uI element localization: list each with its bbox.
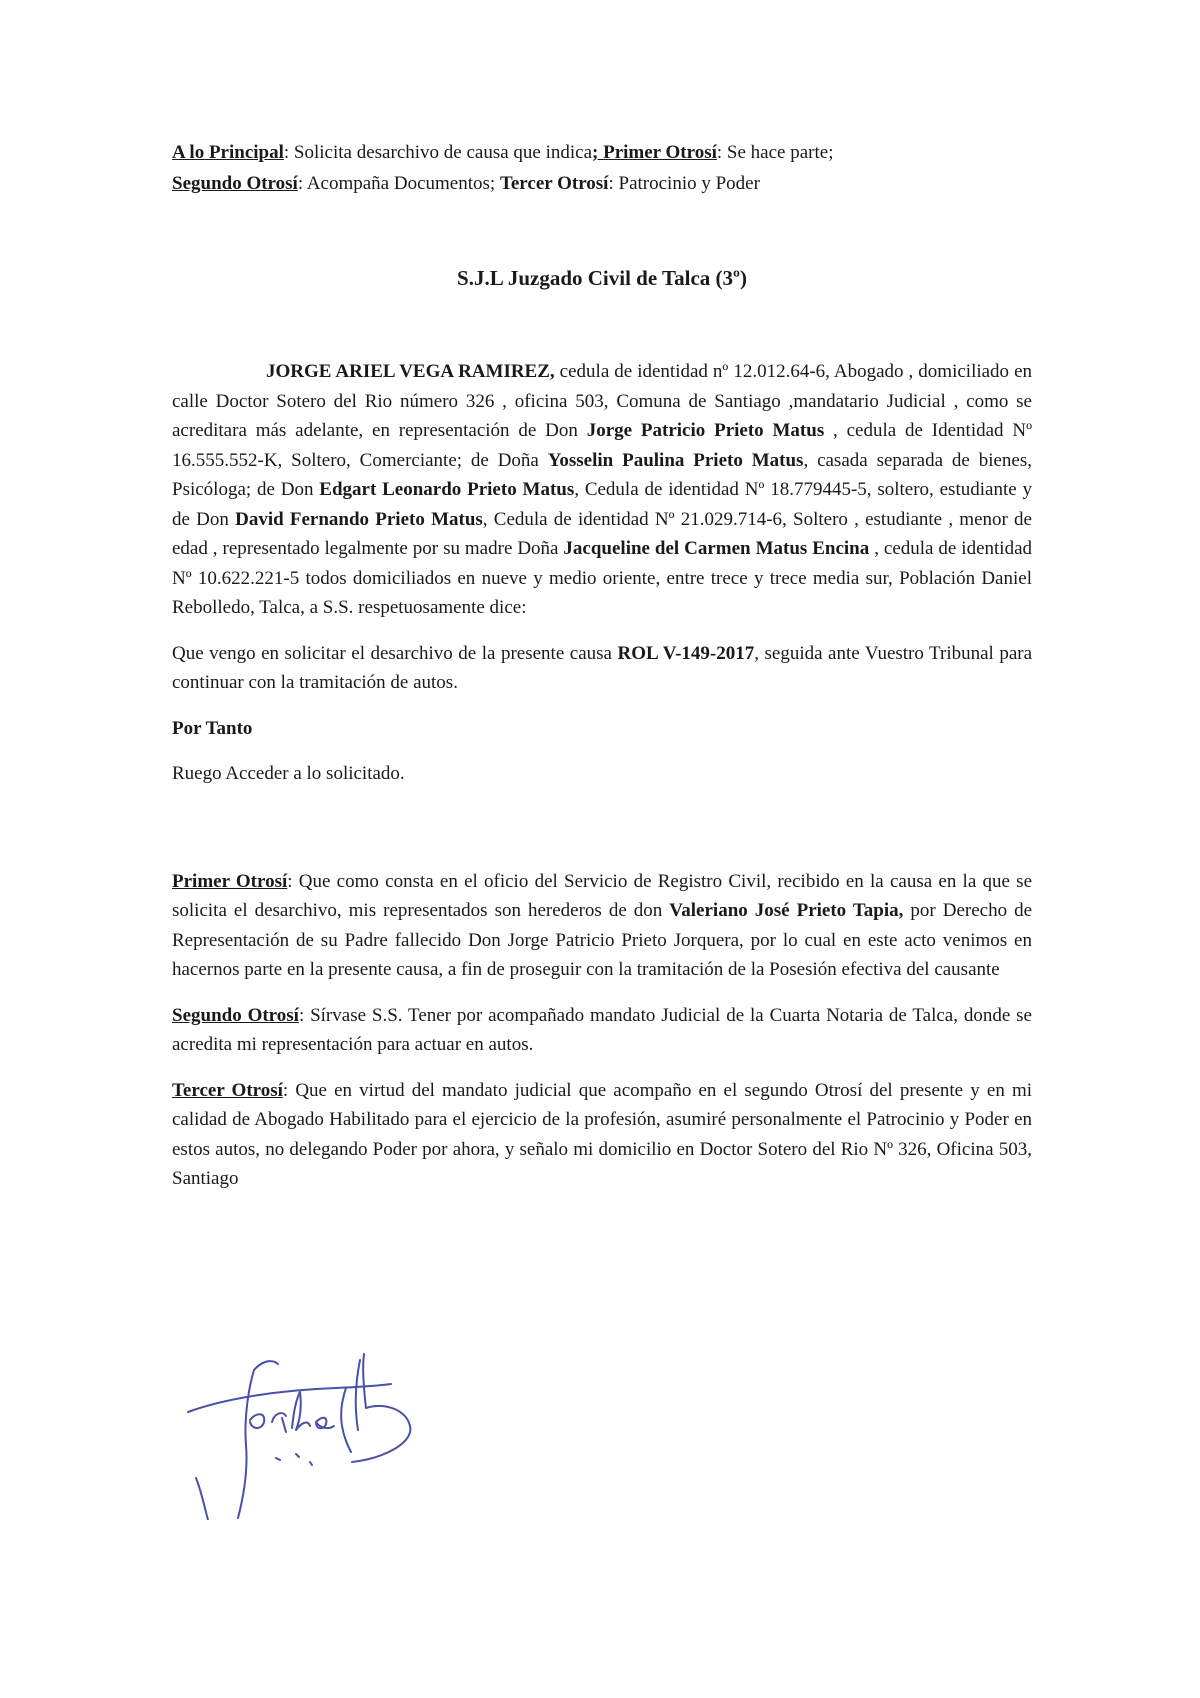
principal-text: : Solicita desarchivo de causa que indica bbox=[283, 142, 593, 163]
decedent-name: Valeriano José Prieto Tapia, bbox=[669, 900, 904, 921]
represented-2: Yosselin Paulina Prieto Matus bbox=[547, 449, 804, 471]
represented-mother: Jacqueline del Carmen Matus Encina bbox=[563, 538, 870, 559]
primer-otrosi-paragraph: Primer Otrosí: Que como consta en el oficio del Servicio de Registro Civil, recibido en la causa en la que se solicita el desarchivo, mis representados son herederos de don Valeriano José Prieto Tapia, por Derecho de Representación de su Padre fallecido Don Jorge Patricio Prieto Jorquera, por lo cual en este acto venimos en hacernos parte en la presente causa, a fin de proseguir con la tramitación de la Posesión efectiva del causante bbox=[172, 870, 1033, 980]
case-rol: ROL V-149-2017 bbox=[617, 642, 755, 664]
represented-1: Jorge Patricio Prieto Matus bbox=[586, 420, 825, 441]
lawyer-name: JORGE ARIEL VEGA RAMIREZ, bbox=[266, 361, 555, 382]
sumilla-line-1 bbox=[172, 138, 1032, 167]
primer-otrosi-heading: Primer Otrosí bbox=[172, 870, 288, 892]
primer-otrosi-label: ; Primer Otrosí bbox=[592, 142, 717, 163]
tercer-otrosi-heading: Tercer Otrosí bbox=[172, 1079, 283, 1101]
court-title: S.J.L Juzgado Civil de Talca (3º) bbox=[457, 266, 747, 290]
intro-paragraph: JORGE ARIEL VEGA RAMIREZ, cedula de identidad nº 12.012.64-6, Abogado , domiciliado en calle Doctor Sotero del Rio número 326 , oficina 503, Comuna de Santiago ,mandatario Judicial , como se acreditara más adelante, en representación de Don Jorge Patricio Prieto Matus , cedula de Identidad Nº 16.555.552-K, Soltero, Comerciante; de Doña Yosselin Paulina Prieto Matus, casada separada de bienes, Psicóloga; de Don Edgart Leonardo Prieto Matus, Cedula de identidad Nº 18.779445-5, soltero, estudiante y de Don David Fernando Prieto Matus, Cedula de identidad Nº 21.029.714-6, Soltero , estudiante , menor de edad , representado legalmente por su madre Doña Jacqueline del Carmen Matus Encina , cedula de identidad Nº 10.622.221-5 todos domiciliados en nueve y medio oriente, entre trece y trece media sur, Población Daniel Rebolledo, Talca, a S.S. respetuosamente dice: bbox=[172, 361, 1033, 618]
tercer-otrosi-paragraph: Tercer Otrosí: Que en virtud del mandato judicial que acompaño en el segundo Otrosí del presente y en mi calidad de Abogado Habilitado para el ejercicio de la profesión, asumiré personalmente el Patrocinio y Poder en estos autos, no delegando Poder por ahora, y señalo mi domicilio en Doctor Sotero del Rio Nº 326, Oficina 503, Santiago bbox=[172, 1079, 1033, 1189]
por-tanto-heading: Por Tanto bbox=[172, 717, 253, 739]
primer-otrosi-text: : Se hace parte; bbox=[716, 142, 834, 163]
segundo-otrosi-label: Segundo Otrosí bbox=[172, 173, 298, 194]
represented-4: David Fernando Prieto Matus bbox=[235, 508, 483, 530]
ruego-line: Ruego Acceder a lo solicitado. bbox=[172, 763, 405, 784]
tercer-otrosi-label: Tercer Otrosí bbox=[499, 173, 609, 194]
principal-label: A lo Principal bbox=[172, 142, 284, 163]
tercer-otrosi-text: : Patrocinio y Poder bbox=[608, 173, 760, 194]
sumilla-line-2 bbox=[172, 169, 1032, 198]
segundo-otrosi-text: : Acompaña Documentos; bbox=[297, 173, 500, 194]
request-paragraph: Que vengo en solicitar el desarchivo de la presente causa ROL V-149-2017, seguida ante Vuestro Tribunal para continuar con la tramitación de autos. bbox=[172, 642, 1033, 693]
signature-icon bbox=[186, 1350, 436, 1520]
segundo-otrosi-paragraph: Segundo Otrosí: Sírvase S.S. Tener por acompañado mandato Judicial de la Cuarta Notaria de Talca, donde se acredita mi representación para actuar en autos. bbox=[172, 1004, 1032, 1055]
document-body bbox=[172, 138, 1032, 1194]
represented-3: Edgart Leonardo Prieto Matus bbox=[319, 479, 575, 500]
segundo-otrosi-heading: Segundo Otrosí bbox=[172, 1004, 299, 1026]
